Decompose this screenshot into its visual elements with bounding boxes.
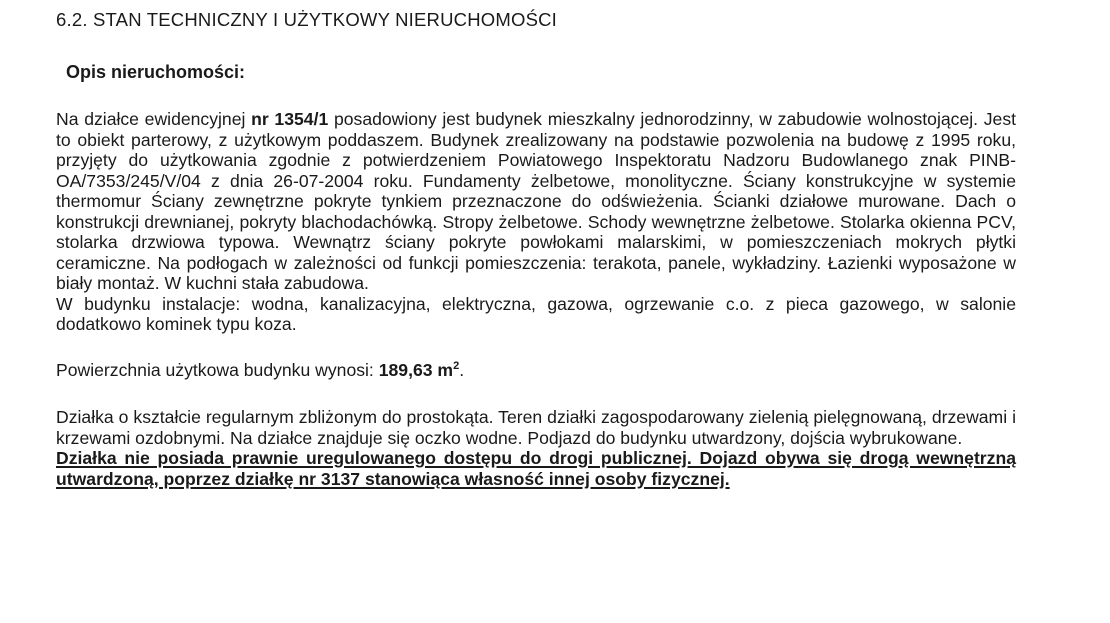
document-page — [56, 8, 1016, 489]
description-subheading: Opis nieruchomości: — [66, 62, 246, 82]
plot-description: Działka o kształcie regularnym zbliżonym do prostokąta. Teren działki zagospodarowany zielenią pielęgnowaną, drzewami i krzewami ozdobnymi. Na działce znajduje się oczko wodne. Podjazd do budynku utwardzony, dojścia wybrukowane. — [56, 407, 1016, 448]
description-body: posadowiony jest budynek mieszkalny jednorodzinny, w zabudowie wolnostojącej. Jest to obiekt parterowy, z użytkowym poddaszem. Budynek zrealizowany na podstawie pozwolenia na budowę z 1995 roku, przyjęty do użytkowania zgodnie z potwierdzeniem Powiatowego Inspektoratu Nadzoru Budowlanego znak PINB-OA/7353/245/V/04 z dnia 26-07-2004 roku. Fundamenty żelbetowe, monolityczne. Ściany konstrukcyjne w systemie thermomur Ściany zewnętrzne pokryte tynkiem przeznaczone do odświeżenia. Ścianki działowe murowane. Dach o konstrukcji drewnianej, pokryty blachodachówką. Stropy żelbetowe. Schody wewnętrzne żelbetowe. Stolarka okienna PCV, stolarka drzwiowa typowa. Wewnątrz ściany pokryte powłokami malarskimi, w pomieszczeniach mokrych płytki ceramiczne. Na podłogach w zależności od funkcji pomieszczenia: terakota, panele, wykładziny. Łazienki wyposażone w biały montaż. W kuchni stała zabudowa. — [56, 109, 1016, 293]
area-unit-superscript: 2 — [453, 359, 460, 372]
section-heading: 6.2. STAN TECHNICZNY I UŻYTKOWY NIERUCHOMOŚCI — [56, 9, 558, 30]
area-paragraph — [56, 360, 1016, 381]
access-note: Działka nie posiada prawnie uregulowanego dostępu do drogi publicznej. Dojazd obywa się drogą wewnętrzną utwardzoną, poprzez działkę nr 3137 stanowiąca własność innej osoby fizycznej. — [56, 448, 1016, 489]
area-number: 189,63 m — [378, 359, 454, 380]
parcel-number: nr 1354/1 — [251, 109, 329, 129]
description-paragraph — [56, 109, 1016, 335]
description-intro: Na działce ewidencyjnej — [56, 109, 252, 129]
area-label: Powierzchnia użytkowa budynku wynosi: — [56, 359, 379, 380]
plot-paragraph — [56, 407, 1016, 489]
area-suffix: . — [459, 359, 465, 380]
installations-text: W budynku instalacje: wodna, kanalizacyjna, elektryczna, gazowa, ogrzewanie c.o. z pieca gazowego, w salonie dodatkowo kominek typu koza. — [56, 293, 1016, 334]
area-value — [379, 360, 459, 380]
